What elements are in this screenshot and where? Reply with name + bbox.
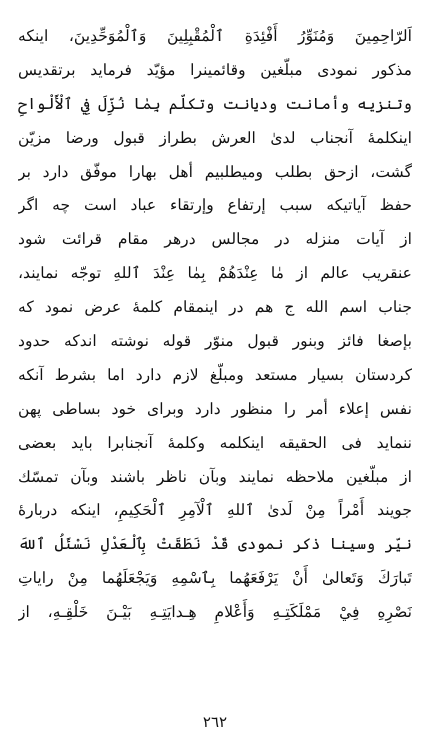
text-line-15: جويند أَمْراً مِنْ لَدىٰ ٱللهِ ٱلْآمِرِ ٱلْحَكِيمِ، اينكه دربارهٔ bbox=[18, 501, 412, 520]
body-text bbox=[18, 20, 412, 630]
text-line-13: ننمايد فى الحقيقه اينكلمه وكلمهٔ آنجنابرا بايد بعضى bbox=[18, 433, 412, 452]
text-line-18: نَصْرِهِ فِيْ مَمْلَكَتِـهِ وَأَعْلامِ هِـدايَتِـهِ بَيْـنَ خَلْقِـهِ، از bbox=[18, 603, 412, 622]
text-line-2: مذكور نمودى مبلّغين وقائمينرا مؤيّد فرمايد برتقديس bbox=[18, 60, 412, 79]
text-line-8: عنقريب عالم از مٰا عِنْدَهُمْ بِمٰا عِنْدَ ٱللهِ توجّه نمايند، bbox=[18, 264, 412, 283]
text-line-11: كردستان بسيار مستعد ومبلّغ لازم دارد اما بشرط آنكه bbox=[18, 365, 412, 384]
text-line-4: اينكلمهٔ آنجناب لدىٰ العرش بطراز قبول ورضا مزيّن bbox=[18, 128, 412, 147]
text-line-5: گشت، ازحق بطلب وميطلبيم أهل بهارا موفّق دارد بر bbox=[18, 162, 412, 181]
text-line-7: از آيات منزله در مجالس درهر مقام قرائت شود bbox=[18, 230, 412, 249]
text-line-12: نفس إعلاء أمر را منظور دارد وبراى خود بساطى پهن bbox=[18, 399, 412, 418]
text-line-10: بإصغا فائز وبنور قبول منوّر قوله نوشته اندكه حدود bbox=[18, 332, 412, 351]
text-line-3: وتنزيه وأمانت وديانت وتكلّم بِمٰا نُزِّلَ فِي ٱلْأَلْواحِ bbox=[18, 94, 412, 113]
page-number: ٢٦٢ bbox=[202, 713, 228, 731]
text-line-14: از مبلّغين ملاحظه نمايند وبآن ناظر باشند وبآن تمسّك bbox=[18, 467, 412, 486]
text-line-16: نيّر وسينا ذكر نمودى قَدْ نَطَقَتْ بِٱلْعَدْلِ نَسْئَلُ ٱللهَ bbox=[18, 535, 412, 554]
text-line-9: جناب اسم الله ج هم در اينمقام كلمهٔ عرض نمود كه bbox=[18, 298, 412, 317]
text-line-6: حفظ آياتيكه سبب إرتفاع وإرتقاء عباد است چه اگر bbox=[18, 196, 412, 215]
text-line-17: تَبارَكَ وَتَعالىٰ أَنْ يَرْفَعَهُما بِٱسْمِهِ وَيَجْعَلَهُما مِنْ راياتِ bbox=[18, 569, 412, 588]
text-line-1: اَلرّاحِمِينَ وَمُنَوِّرُ أَفْئِدَةِ ٱلْمُقْبِلِينَ وَٱلْمُوَحِّدِينَ، اينكه bbox=[18, 27, 412, 45]
